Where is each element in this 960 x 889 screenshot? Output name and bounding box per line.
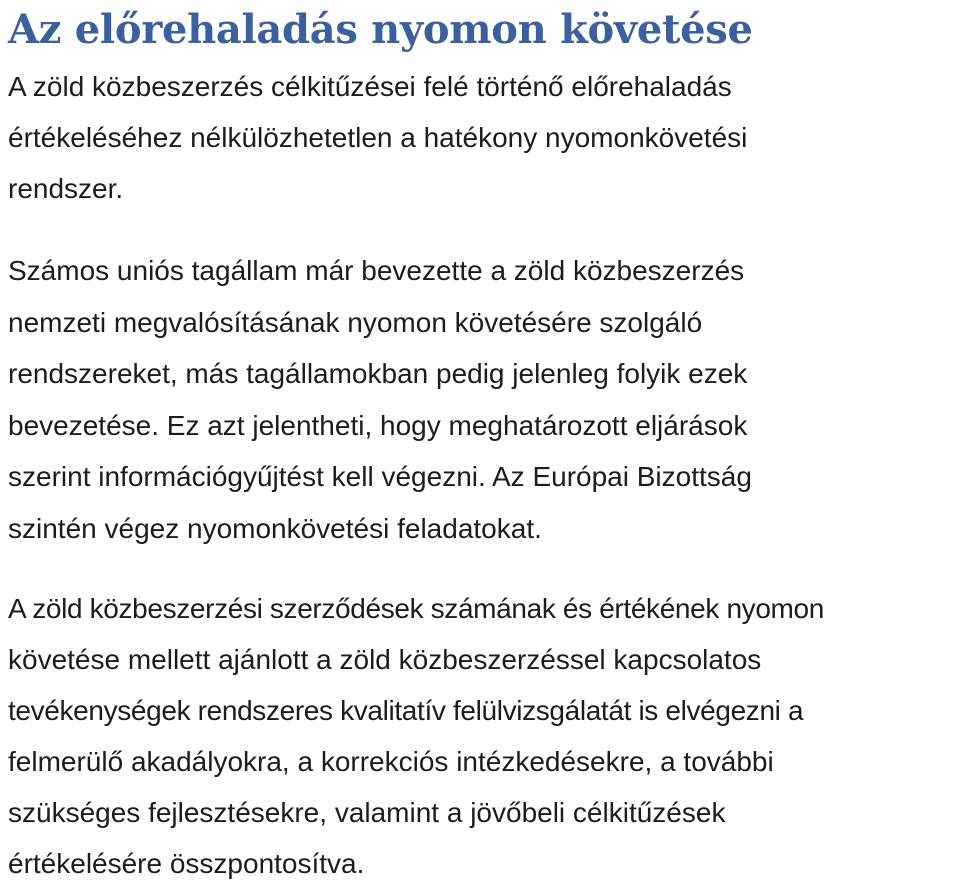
text-line: felmerülő akadályokra, a korrekciós intézkedésekre, a további — [8, 746, 774, 777]
text-line: Számos uniós tagállam már bevezette a zöld közbeszerzés — [8, 255, 745, 286]
text-line: rendszer. — [8, 173, 124, 204]
text-line: rendszereket, más tagállamokban pedig jelenleg folyik ezek — [8, 358, 748, 389]
paragraph-qualitative-review — [8, 583, 824, 889]
text-line: értékeléséhez nélkülözhetetlen a hatékony nyomonkövetési — [8, 122, 748, 153]
text-line: A zöld közbeszerzés célkitűzései felé történő előrehaladás — [8, 71, 732, 102]
page-title: Az előrehaladás nyomon követése — [8, 6, 753, 53]
text-line: A zöld közbeszerzési szerződések számának és értékének nyomon — [8, 593, 824, 624]
text-line: nemzeti megvalósításának nyomon követésére szolgáló — [8, 306, 703, 338]
text-line: bevezetése. Ez azt jelentheti, hogy meghatározott eljárások — [8, 409, 748, 441]
text-line: szerint információgyűjtést kell végezni. Az Európai Bizottság — [8, 461, 752, 492]
paragraph-member-states — [8, 245, 752, 554]
text-line: tevékenységek rendszeres kvalitatív felülvizsgálatát is elvégezni a — [8, 695, 804, 726]
text-line: szintén végez nyomonkövetési feladatokat. — [8, 512, 542, 544]
text-line: értékelésére összpontosítva. — [8, 848, 365, 879]
text-line: követése mellett ajánlott a zöld közbeszerzéssel kapcsolatos — [8, 644, 762, 675]
paragraph-intro — [8, 61, 747, 214]
text-line: szükséges fejlesztésekre, valamint a jövőbeli célkitűzések — [8, 797, 726, 828]
